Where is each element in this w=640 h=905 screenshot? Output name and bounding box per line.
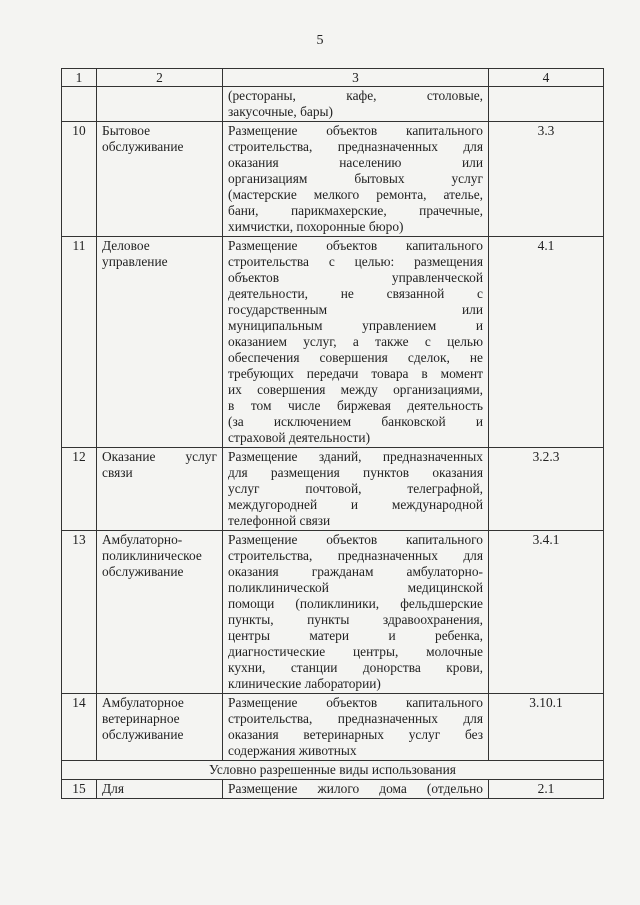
cell-text-line: Размещение жилого дома (отдельно	[228, 781, 483, 796]
use-type-name	[97, 87, 223, 122]
row-number: 15	[62, 780, 97, 799]
cell-text-line: Для	[102, 781, 124, 796]
cell-text-line: телефонной связи	[228, 513, 331, 528]
use-type-name	[97, 780, 223, 799]
row-number: 14	[62, 694, 97, 761]
cell-text-line: услуг почтовой, телеграфной,	[228, 481, 483, 496]
cell-text-line: Размещение объектов капитального	[228, 238, 483, 253]
cell-text-line: обслуживание	[102, 564, 184, 579]
use-type-name	[97, 531, 223, 694]
use-type-description	[223, 694, 489, 761]
header-col-3: 3	[223, 69, 489, 87]
cell-text-line: Размещение объектов капитального	[228, 123, 483, 138]
row-number: 12	[62, 448, 97, 531]
row-number: 11	[62, 237, 97, 448]
cell-text-line: оказания ветеринарных услуг без	[228, 727, 483, 742]
section-header-row	[62, 761, 604, 780]
cell-text-line: требующих передачи товара в момент	[228, 366, 483, 381]
cell-text-line: обслуживание	[102, 727, 184, 742]
cell-text-line: Бытовое	[102, 123, 151, 138]
header-col-4: 4	[489, 69, 604, 87]
cell-text-line: ветеринарное	[102, 711, 180, 726]
cell-text-line: поликлинической медицинской	[228, 580, 483, 595]
table-header-row	[62, 69, 604, 87]
table-body	[62, 69, 604, 799]
cell-text-line: (мастерские мелкого ремонта, ателье,	[228, 187, 483, 202]
cell-text-line: страховой деятельности)	[228, 430, 371, 445]
use-type-name	[97, 448, 223, 531]
land-use-table	[61, 68, 604, 799]
cell-text-line: междугородней и международной	[228, 497, 483, 512]
cell-text-line: Амбулаторное	[102, 695, 184, 710]
cell-text-line: Оказание услуг	[102, 449, 217, 464]
cell-text-line: поликлиническое	[102, 548, 202, 563]
classifier-code: 3.10.1	[489, 694, 604, 761]
cell-text-line: бани, парикмахерские, прачечные,	[228, 203, 483, 218]
cell-text-line: объектов управленческой	[228, 270, 483, 285]
cell-text-line: строительства с целью: размещения	[228, 254, 483, 269]
cell-text-line: муниципальным управлением и	[228, 318, 483, 333]
section-title: Условно разрешенные виды использования	[62, 761, 604, 780]
cell-text-line: Амбулаторно-	[102, 532, 183, 547]
cell-text-line: для размещения пунктов оказания	[228, 465, 483, 480]
cell-text-line: пункты, пункты здравоохранения,	[228, 612, 483, 627]
cell-text-line: кухни, станции донорства крови,	[228, 660, 483, 675]
cell-text-line: закусочные, бары)	[228, 104, 333, 119]
classifier-code: 2.1	[489, 780, 604, 799]
cell-text-line: строительства, предназначенных для	[228, 548, 483, 563]
cell-text-line: организациям бытовых услуг	[228, 171, 483, 186]
cell-text-line: государственным или	[228, 302, 483, 317]
classifier-code	[489, 87, 604, 122]
cell-text-line: строительства, предназначенных для	[228, 139, 483, 154]
use-type-description	[223, 237, 489, 448]
cell-text-line: связи	[102, 465, 133, 480]
cell-text-line: Деловое	[102, 238, 150, 253]
classifier-code: 3.2.3	[489, 448, 604, 531]
use-type-name	[97, 237, 223, 448]
use-type-description	[223, 122, 489, 237]
table-row	[62, 780, 604, 799]
cell-text-line: деятельности, не связанной с	[228, 286, 483, 301]
table-row	[62, 531, 604, 694]
row-number: 10	[62, 122, 97, 237]
cell-text-line: их совершения между организациями,	[228, 382, 483, 397]
cell-text-line: оказания гражданам амбулаторно-	[228, 564, 483, 579]
classifier-code: 3.3	[489, 122, 604, 237]
cell-text-line: содержания животных	[228, 743, 357, 758]
table-row	[62, 87, 604, 122]
cell-text-line: строительства, предназначенных для	[228, 711, 483, 726]
row-number	[62, 87, 97, 122]
header-col-1: 1	[62, 69, 97, 87]
table-row	[62, 122, 604, 237]
classifier-code: 4.1	[489, 237, 604, 448]
cell-text-line: химчистки, похоронные бюро)	[228, 219, 404, 234]
cell-text-line: оказанием услуг, а также с целью	[228, 334, 483, 349]
table-row	[62, 448, 604, 531]
cell-text-line: помощи (поликлиники, фельдшерские	[228, 596, 483, 611]
cell-text-line: диагностические центры, молочные	[228, 644, 483, 659]
use-type-description	[223, 87, 489, 122]
cell-text-line: (за исключением банковской и	[228, 414, 483, 429]
use-type-description	[223, 531, 489, 694]
cell-text-line: обеспечения совершения сделок, не	[228, 350, 483, 365]
cell-text-line: в том числе биржевая деятельность	[228, 398, 483, 413]
page-number: 5	[316, 33, 324, 48]
use-type-name	[97, 694, 223, 761]
cell-text-line: обслуживание	[102, 139, 184, 154]
cell-text-line: управление	[102, 254, 168, 269]
use-type-description	[223, 780, 489, 799]
header-col-2: 2	[97, 69, 223, 87]
use-type-description	[223, 448, 489, 531]
cell-text-line: центры матери и ребенка,	[228, 628, 483, 643]
cell-text-line: Размещение объектов капитального	[228, 532, 483, 547]
table-row	[62, 694, 604, 761]
use-type-name	[97, 122, 223, 237]
row-number: 13	[62, 531, 97, 694]
classifier-code: 3.4.1	[489, 531, 604, 694]
cell-text-line: оказания населению или	[228, 155, 483, 170]
cell-text-line: Размещение зданий, предназначенных	[228, 449, 483, 464]
cell-text-line: (рестораны, кафе, столовые,	[228, 88, 483, 103]
cell-text-line: клинические лаборатории)	[228, 676, 381, 691]
cell-text-line: Размещение объектов капитального	[228, 695, 483, 710]
table-row	[62, 237, 604, 448]
